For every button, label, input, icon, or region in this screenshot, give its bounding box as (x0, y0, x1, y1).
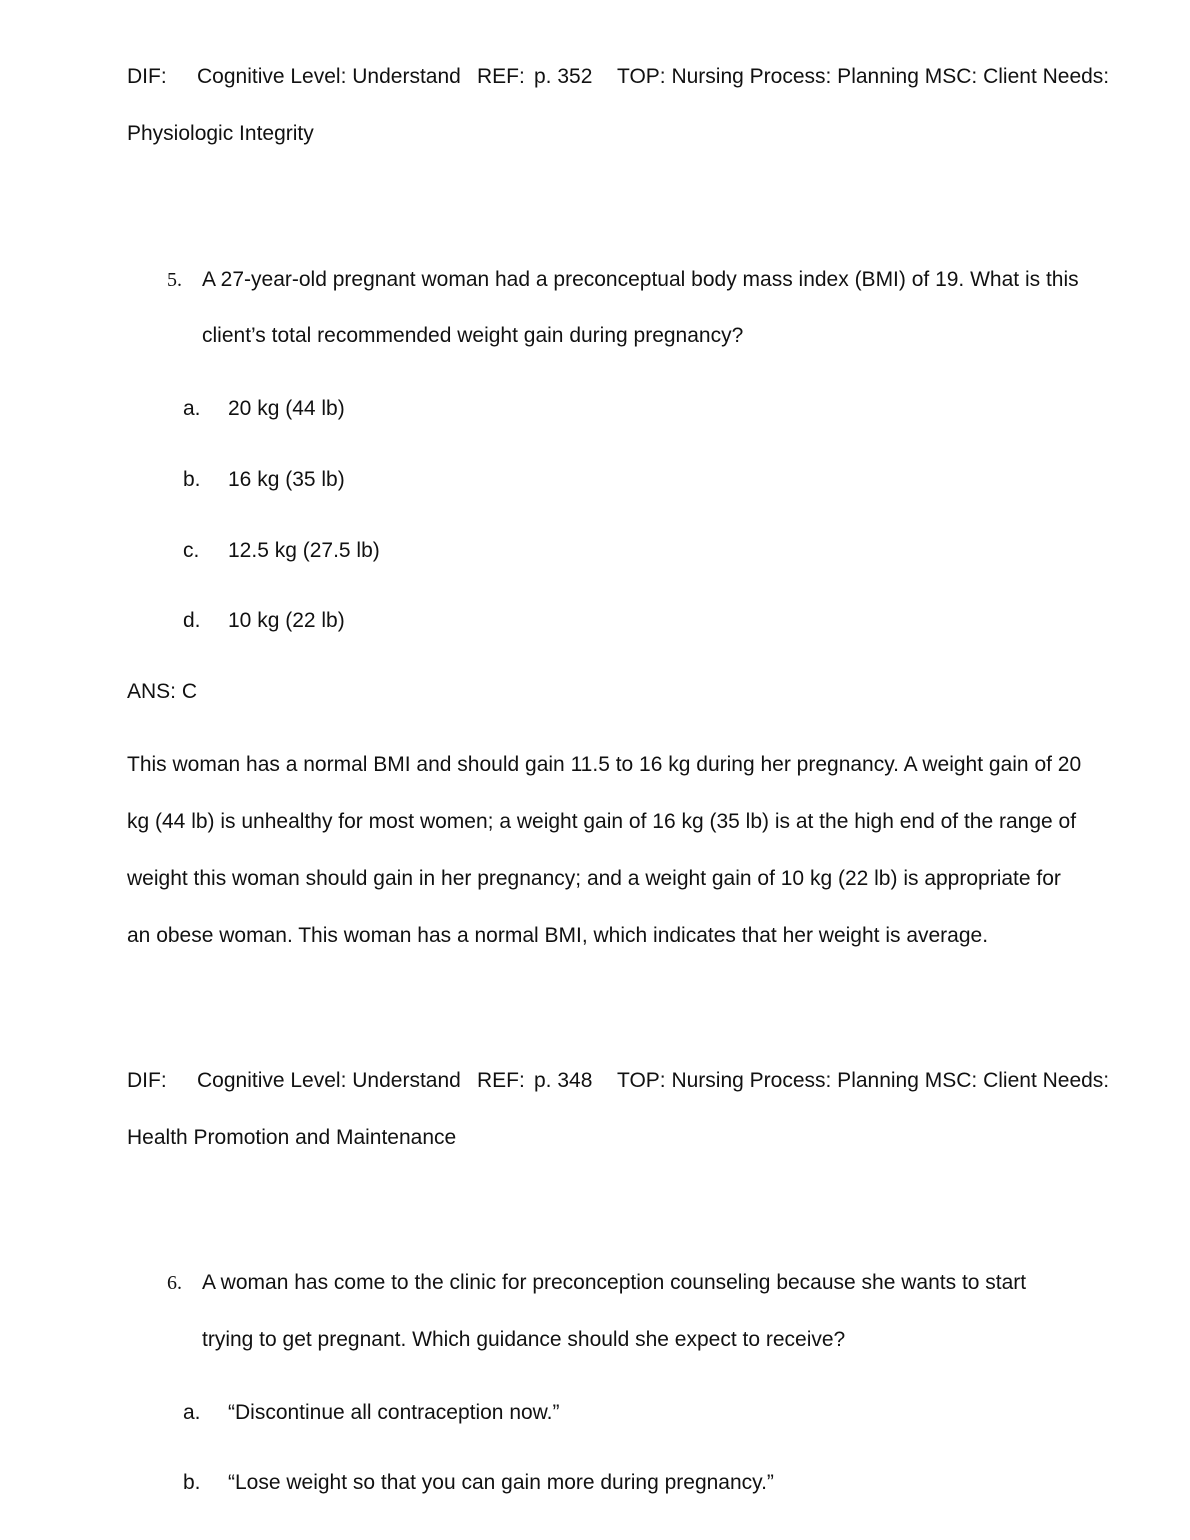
option-text: 10 kg (22 lb) (228, 609, 345, 632)
question-stem-continued: client’s total recommended weight gain during pregnancy? (202, 324, 744, 347)
ref-page: p. 348 (534, 1069, 593, 1092)
question-stem: A woman has come to the clinic for preconception counseling because she wants to start (202, 1271, 1027, 1294)
question-stem: A 27-year-old pregnant woman had a preconceptual body mass index (BMI) of 19. What is this (202, 268, 1079, 291)
rationale-line: an obese woman. This woman has a normal BMI, which indicates that her weight is average. (127, 924, 989, 947)
option-text: “Lose weight so that you can gain more during pregnancy.” (228, 1471, 774, 1494)
topic-client-needs: TOP: Nursing Process: Planning MSC: Client Needs: (617, 1069, 1110, 1092)
rationale-line: This woman has a normal BMI and should gain 11.5 to 16 kg during her pregnancy. A weight gain of 20 (127, 753, 1082, 776)
topic-client-needs: TOP: Nursing Process: Planning MSC: Client Needs: (617, 65, 1110, 88)
option-letter: a. (183, 1401, 201, 1424)
option-text: 16 kg (35 lb) (228, 468, 345, 491)
rationale-line: weight this woman should gain in her pregnancy; and a weight gain of 10 kg (22 lb) is appropriate for (127, 867, 1061, 890)
rationale-line: kg (44 lb) is unhealthy for most women; a weight gain of 16 kg (35 lb) is at the high end of the range of (127, 810, 1077, 833)
question-number: 5. (167, 269, 182, 291)
option-letter: c. (183, 539, 200, 562)
client-needs-category: Health Promotion and Maintenance (127, 1126, 457, 1149)
option-text: 12.5 kg (27.5 lb) (228, 539, 380, 562)
cognitive-level: Cognitive Level: Understand (197, 1069, 461, 1092)
dif-label: DIF: (127, 1069, 167, 1092)
option-text: “Discontinue all contraception now.” (228, 1401, 560, 1424)
option-text: 20 kg (44 lb) (228, 397, 345, 420)
option-letter: b. (183, 1471, 201, 1494)
answer-key: ANS: C (127, 680, 198, 703)
cognitive-level: Cognitive Level: Understand (197, 65, 461, 88)
option-letter: b. (183, 468, 201, 491)
question-stem-continued: trying to get pregnant. Which guidance should she expect to receive? (202, 1328, 846, 1351)
dif-label: DIF: (127, 65, 167, 88)
ref-label: REF: (477, 65, 525, 88)
question-number: 6. (167, 1272, 182, 1294)
ref-page: p. 352 (534, 65, 593, 88)
client-needs-category: Physiologic Integrity (127, 122, 314, 145)
ref-label: REF: (477, 1069, 525, 1092)
option-letter: d. (183, 609, 201, 632)
option-letter: a. (183, 397, 201, 420)
